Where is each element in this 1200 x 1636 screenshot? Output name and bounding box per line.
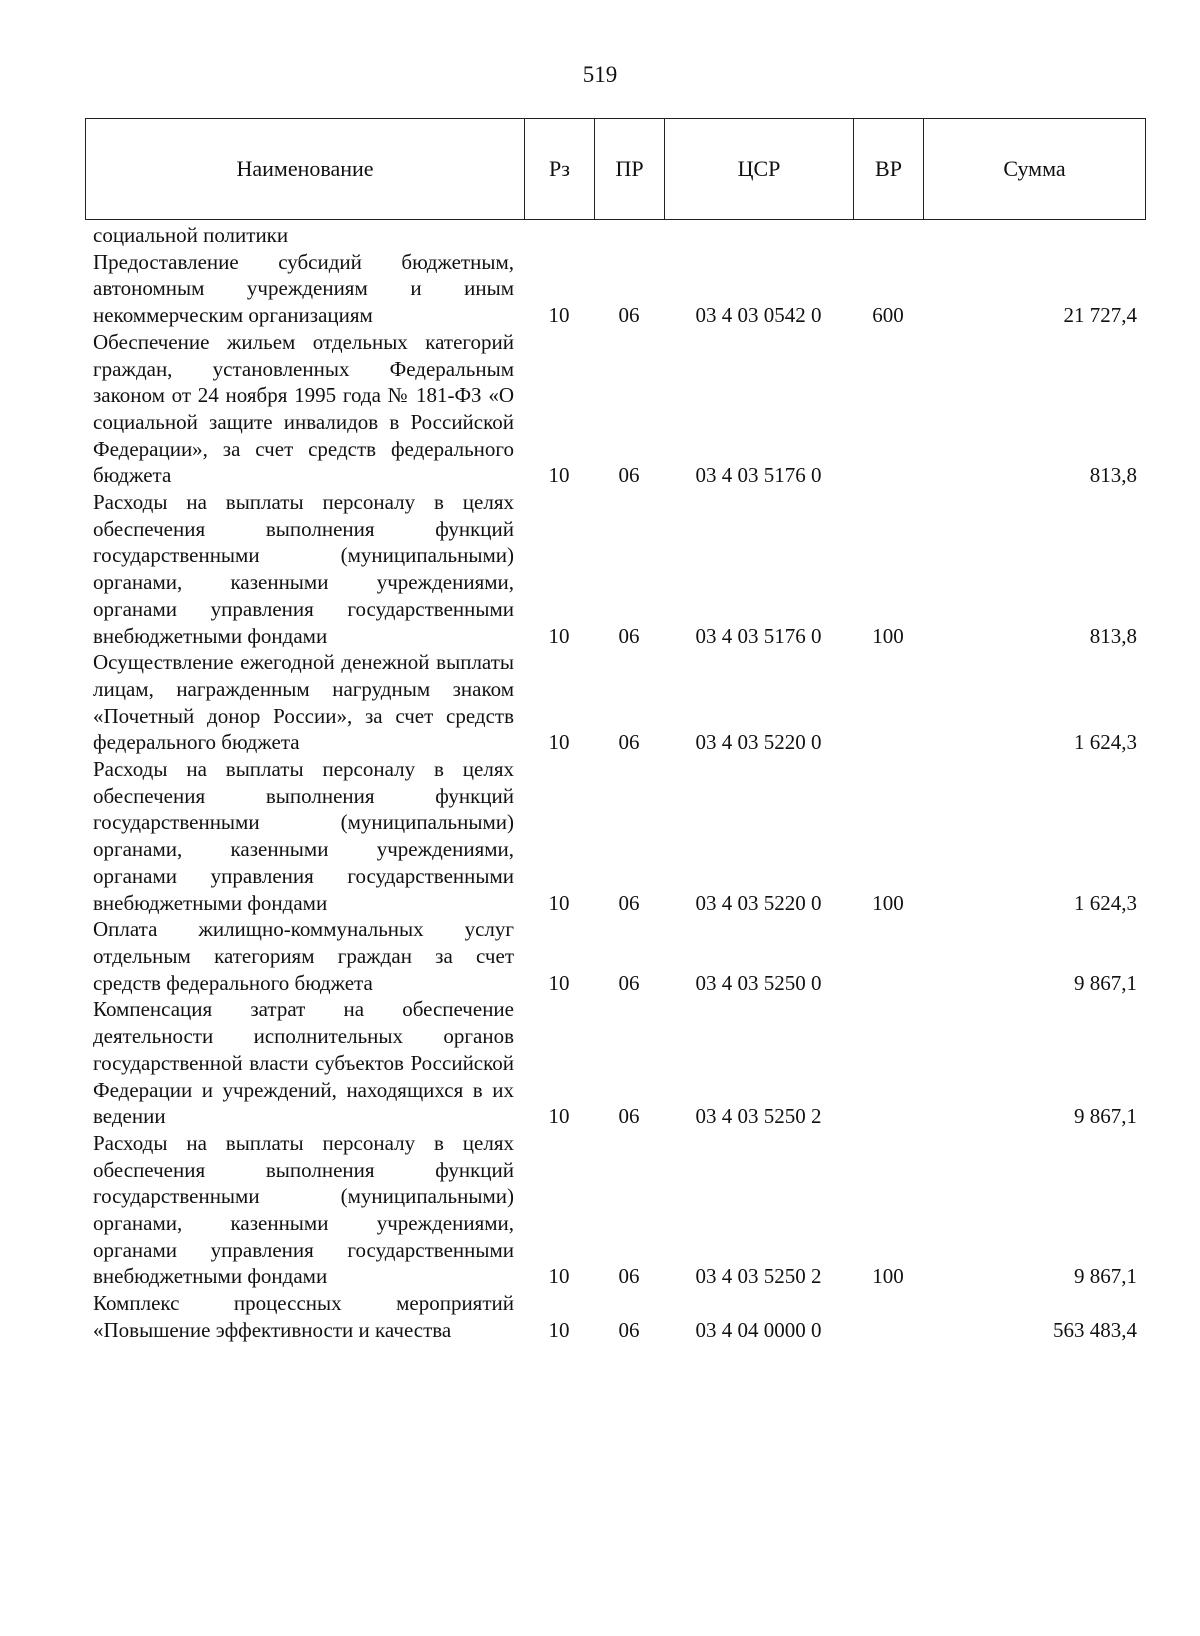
row-name: Осуществление ежегодной денежной выплаты лицам, награжденным нагрудным знаком «Почетный донор России», за счет средств федерального бюджета: [93, 650, 514, 755]
row-pr: 06: [618, 463, 640, 488]
row-csr: 03 4 03 5176 0: [695, 463, 822, 488]
row-rz: 10: [548, 970, 570, 995]
row-rz: 10: [548, 730, 570, 755]
table-body: [85, 222, 1145, 1344]
row-vr: 100: [872, 623, 904, 648]
row-sum: 9 867,1: [1074, 970, 1137, 995]
row-sum: 813,8: [1089, 463, 1137, 488]
row-rz: 10: [548, 463, 570, 488]
row-name: социальной политики: [93, 223, 289, 247]
table-row: [85, 249, 1145, 329]
row-name: Расходы на выплаты персоналу в целях обеспечения выполнения функций государственными (муниципальными) органами, казенными учреждениями, органами управления государственными внебюджетными фондами: [93, 490, 514, 648]
row-vr: [853, 222, 923, 249]
table-row: [85, 329, 1145, 489]
budget-table: [85, 222, 1145, 1344]
row-sum: 9 867,1: [1074, 1264, 1137, 1289]
header-rz: Рз: [525, 119, 595, 220]
row-vr: [853, 1290, 923, 1343]
row-csr: 03 4 04 0000 0: [695, 1317, 822, 1342]
row-pr: 06: [618, 890, 640, 915]
row-csr: 03 4 03 5220 0: [695, 890, 822, 915]
header-csr: ЦСР: [665, 119, 854, 220]
table-row: [85, 916, 1145, 996]
header-sum: Сумма: [924, 119, 1146, 220]
row-sum: [923, 222, 1145, 249]
row-vr: [853, 649, 923, 756]
row-rz: 10: [548, 623, 570, 648]
table-row: [85, 1130, 1145, 1290]
row-vr: [853, 329, 923, 489]
row-vr: 100: [872, 890, 904, 915]
row-sum: 813,8: [1089, 623, 1137, 648]
row-pr: 06: [618, 1264, 640, 1289]
row-name: Расходы на выплаты персоналу в целях обеспечения выполнения функций государственными (муниципальными) органами, казенными учреждениями, органами управления государственными внебюджетными фондами: [93, 757, 514, 915]
row-csr: 03 4 03 5250 2: [695, 1264, 822, 1289]
row-pr: 06: [618, 1104, 640, 1129]
header-name: Наименование: [86, 119, 525, 220]
row-name: Комплекс процессных мероприятий «Повышение эффективности и качества: [93, 1291, 514, 1342]
row-pr: [594, 222, 664, 249]
row-rz: 10: [548, 1104, 570, 1129]
row-sum: 1 624,3: [1074, 730, 1137, 755]
row-sum: 563 483,4: [1053, 1317, 1137, 1342]
table-row: [85, 996, 1145, 1130]
table-row: [85, 756, 1145, 916]
row-csr: 03 4 03 5250 2: [695, 1104, 822, 1129]
row-csr: 03 4 03 5250 0: [695, 970, 822, 995]
row-rz: [524, 222, 594, 249]
table-row: [85, 489, 1145, 649]
table-header: [85, 118, 1146, 220]
table-row: [85, 649, 1145, 756]
row-sum: 9 867,1: [1074, 1104, 1137, 1129]
row-pr: 06: [618, 303, 640, 328]
row-csr: 03 4 03 0542 0: [695, 303, 822, 328]
row-name: Компенсация затрат на обеспечение деятельности исполнительных органов государственной власти субъектов Российской Федерации и учреждений, находящихся в их ведении: [93, 997, 514, 1129]
header-pr: ПР: [595, 119, 665, 220]
row-pr: 06: [618, 623, 640, 648]
header-vr: ВР: [854, 119, 924, 220]
row-rz: 10: [548, 890, 570, 915]
row-rz: 10: [548, 1264, 570, 1289]
row-vr: 100: [872, 1264, 904, 1289]
row-name: Расходы на выплаты персоналу в целях обеспечения выполнения функций государственными (муниципальными) органами, казенными учреждениями, органами управления государственными внебюджетными фондами: [93, 1130, 514, 1289]
row-pr: 06: [618, 730, 640, 755]
row-vr: [853, 996, 923, 1130]
row-csr: 03 4 03 5176 0: [695, 623, 822, 648]
row-name: Предоставление субсидий бюджетным, автономным учреждениям и иным некоммерческим организациям: [93, 249, 514, 328]
row-vr: 600: [872, 303, 904, 328]
row-rz: 10: [548, 303, 570, 328]
row-name: Оплата жилищно-коммунальных услуг отдельным категориям граждан за счет средств федерального бюджета: [93, 917, 514, 995]
row-sum: 1 624,3: [1074, 890, 1137, 915]
table-row: [85, 1290, 1145, 1343]
row-rz: 10: [548, 1317, 570, 1342]
row-sum: 21 727,4: [1063, 303, 1137, 328]
table-row: [85, 222, 1145, 249]
row-csr: 03 4 03 5220 0: [695, 730, 822, 755]
row-name: Обеспечение жильем отдельных категорий граждан, установленных Федеральным законом от 24 ноября 1995 года № 181-ФЗ «О социальной защите инвалидов в Российской Федерации», за счет средств федерального бюджета: [93, 329, 514, 488]
page-number: 519: [582, 62, 618, 87]
row-vr: [853, 916, 923, 996]
row-pr: 06: [618, 1317, 640, 1342]
row-csr: [664, 222, 853, 249]
row-pr: 06: [618, 970, 640, 995]
